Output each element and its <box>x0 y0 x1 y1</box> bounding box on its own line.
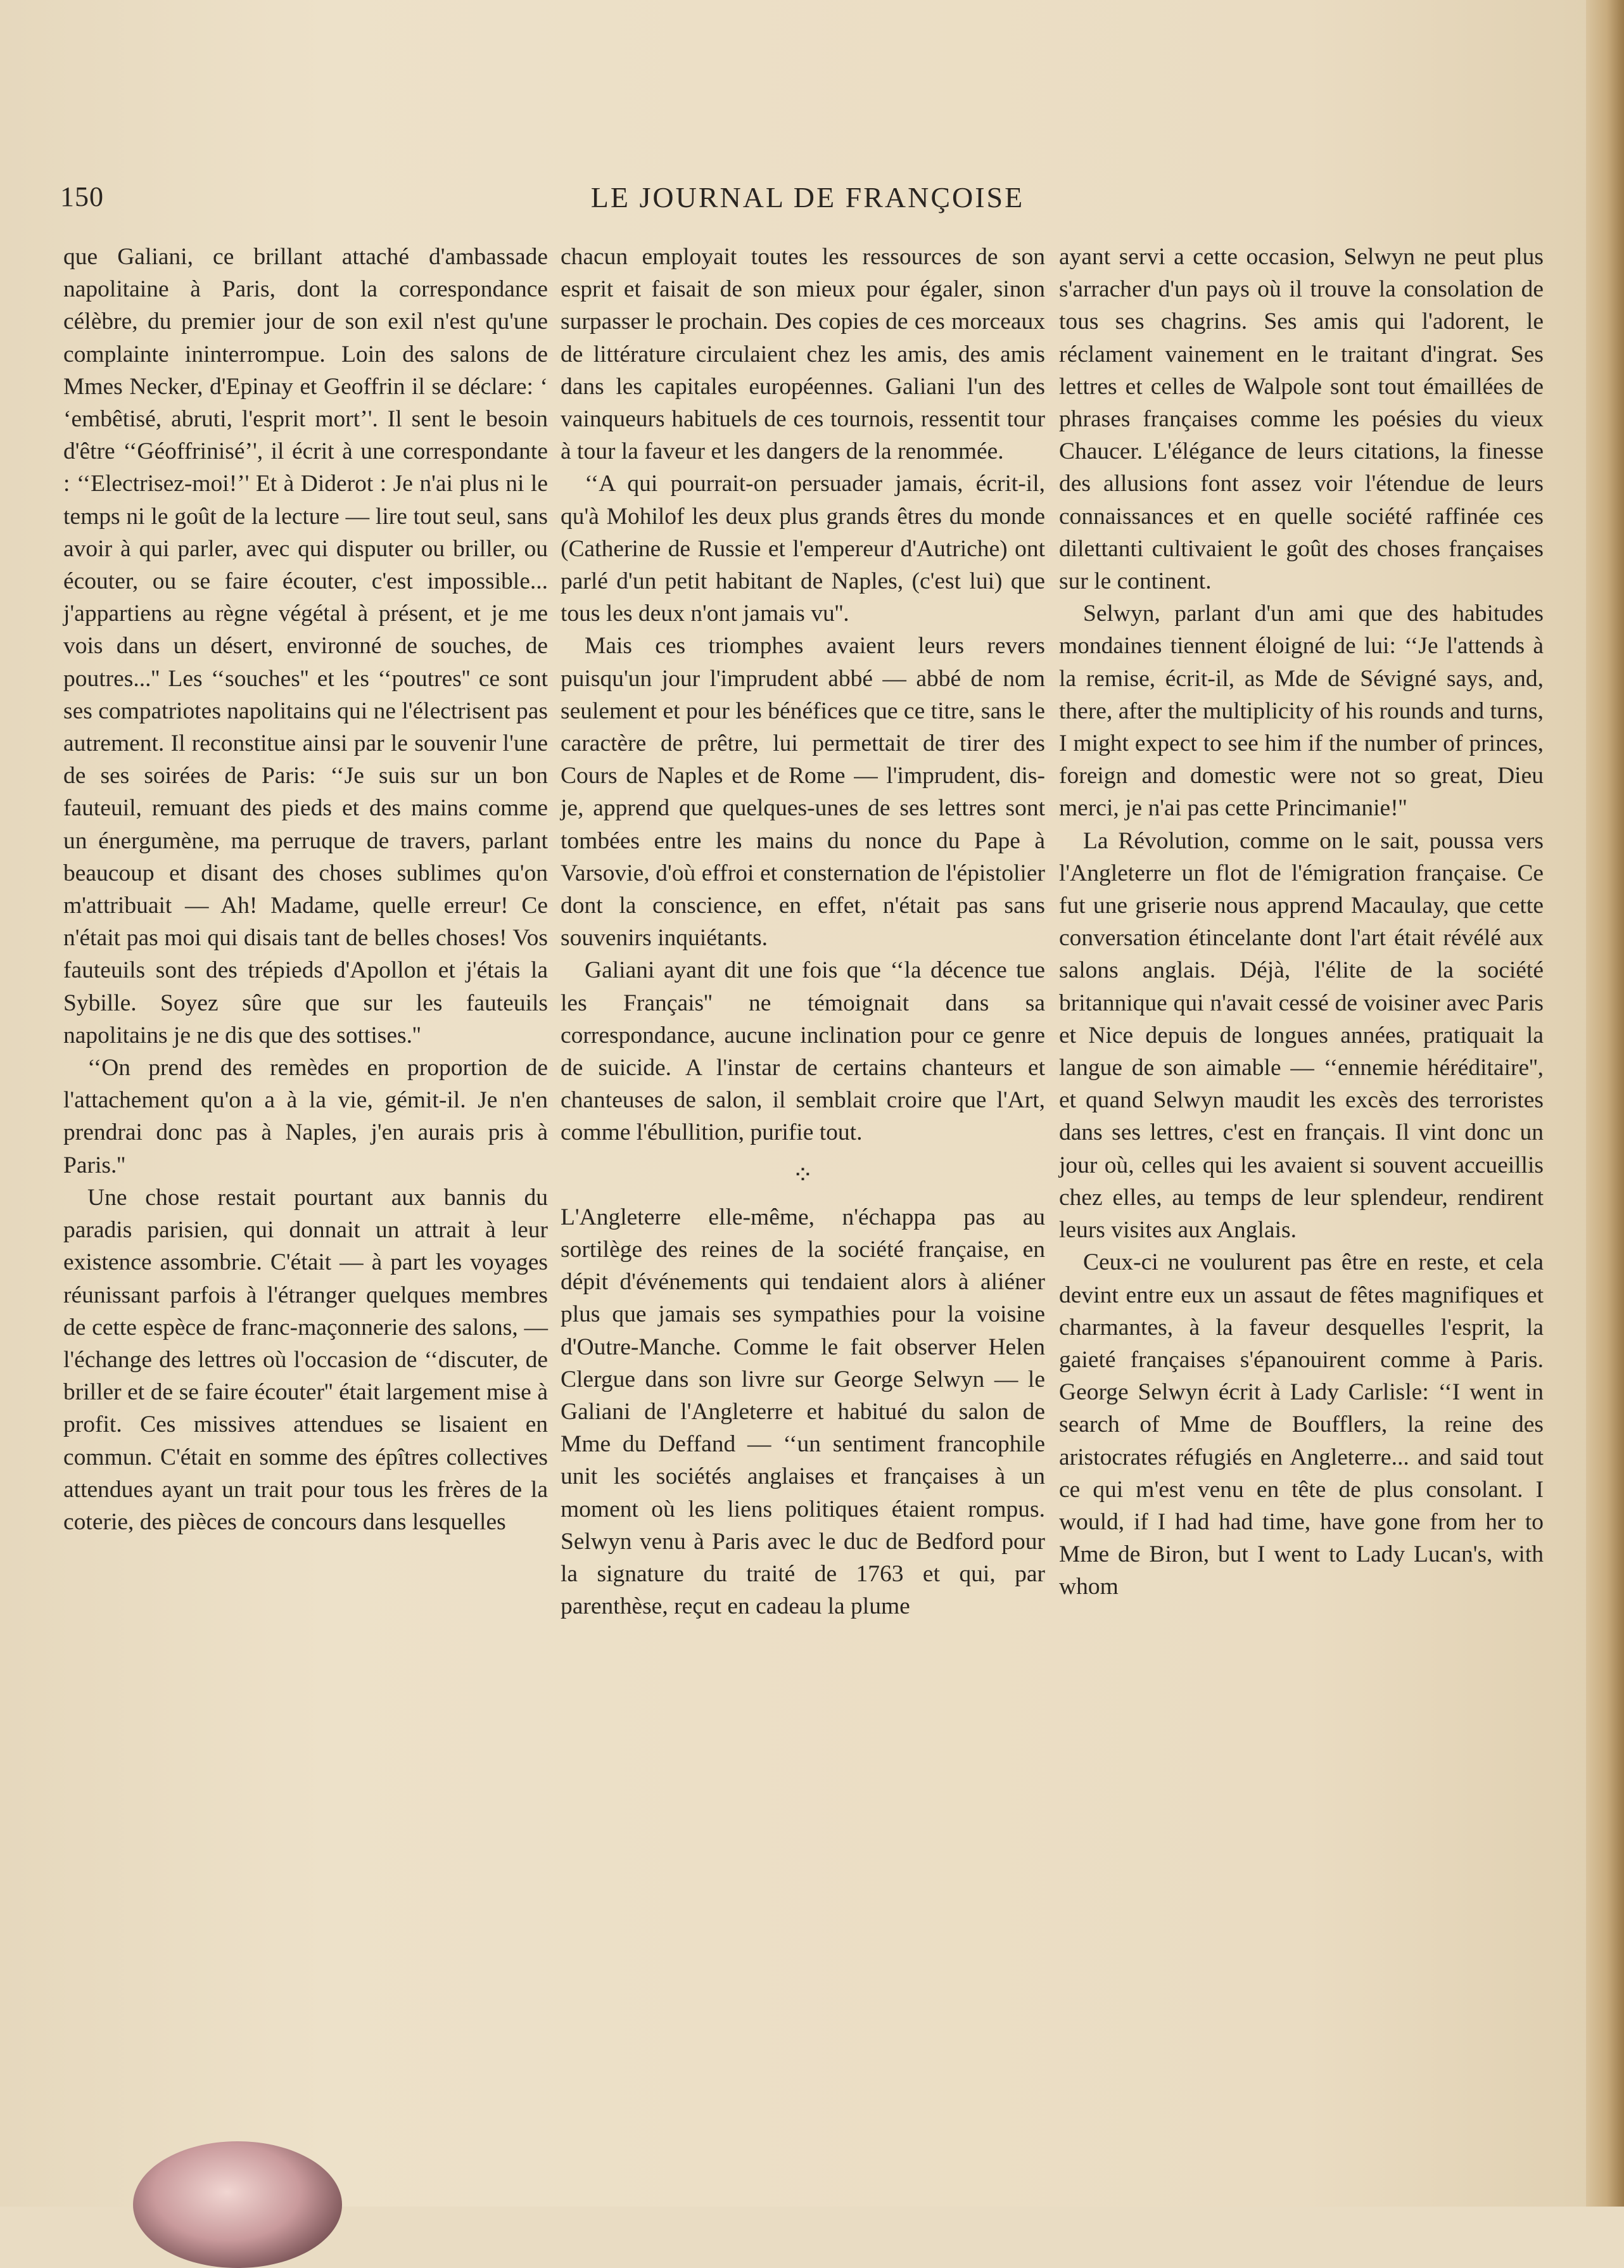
paragraph: Une chose restait pourtant aux bannis du paradis parisien, qui donnait un attrait à leur existence assombrie. C'était — à part les voyages réunissant parfois à l'étranger quelques membres de cette espèce de franc-maçonnerie des salons, — l'échange des lettres où l'occasion de ‘‘discuter, de briller et de se faire écouter'' était largement mise à profit. Ces missives attendues se lisaient en commun. C'était en somme des épîtres collectives attendues ayant un trait pour tous les frères de la coterie, des pièces de concours dans lesquelles <box>63 1184 548 1535</box>
paragraph: ‘‘On prend des remèdes en proportion de l'attachement qu'on a à la vie, gémit-il. Je n'en prendrai donc pas à Naples, j'en aurais pris à Paris.'' <box>63 1055 548 1178</box>
section-ornament: ⁘ <box>792 1160 814 1189</box>
paragraph: ayant servi a cette occasion, Selwyn ne peut plus s'arracher d'un pays où il trouve la consolation de tous ses chagrins. Ses amis qui l'adorent, le réclament vainement en le traitant d'ingrat. Ses lettres et celles de Walpole sont tout émaillées de phrases françaises comme les poésies du vieux Chaucer. L'élégance de leurs citations, la finesse des allusions font assez voir l'étendue de leurs connaissances et en quelle société raffinée ces dilettanti cultivaient le goût des choses françaises sur le continent. <box>1059 244 1544 595</box>
paragraph: Galiani ayant dit une fois que ‘‘la décence tue les Français'' ne témoignait dans sa correspondance, aucune inclination pour ce genre de suicide. A l'instar de certains chanteurs et chanteuses de salon, il semblait croire que l'Art, comme l'ébullition, purifie tout. <box>561 957 1045 1146</box>
paragraph: chacun employait toutes les ressources de son esprit et faisait de son mieux pour égaler, sinon surpasser le prochain. Des copies de ces morceaux de littérature circulaient chez les amis, des amis dans les capitales européennes. Galiani l'un des vainqueurs habituels de ces tournois, ressentit tour à tour la faveur et les dangers de la renommée. <box>561 244 1045 465</box>
paragraph: Mais ces triomphes avaient leurs revers puisqu'un jour l'imprudent abbé — abbé de nom seulement et pour les bénéfices que ce titre, sans le caractère de prêtre, lui permettait de tirer des Cours de Naples et de Rome — l'imprudent, dis-je, apprend que quelques-unes de ses lettres sont tombées entre les mains du nonce du Pape à Varsovie, d'où effroi et consternation de l'épistolier dont la conscience, en effet, n'était pas sans souvenirs inquiétants. <box>561 633 1045 952</box>
paragraph: L'Angleterre elle-même, n'échappa pas au sortilège des reines de la société française, en dépit d'événements qui tendaient alors à aliéner plus que jamais ses sympathies pour la voisine d'Outre-Manche. Comme le fait observer Helen Clergue dans son livre sur George Selwyn — le Galiani de l'Angleterre et habitué du salon de Mme du Deffand — ‘‘un sentiment francophile unit les sociétés anglaises et françaises à un moment où les liens politiques étaient rompus. Selwyn venu à Paris avec le duc de Bedford pour la signature du traité de 1763 et qui, par parenthèse, reçut en cadeau la plume <box>561 1204 1045 1620</box>
text-column-3 <box>1059 241 1544 1603</box>
paragraph: Selwyn, parlant d'un ami que des habitudes mondaines tiennent éloigné de lui: ‘‘Je l'attends à la remise, écrit-il, as Mde de Sévigné says, and, there, after the multiplicity of his rounds and turns, I might expect to see him if the number of princes, foreign and domestic were not so great, Dieu merci, je n'ai pas cette Princimanie!'' <box>1059 601 1544 822</box>
text-column-1 <box>63 241 548 1538</box>
running-head: LE JOURNAL DE FRANÇOISE <box>590 181 1025 213</box>
paragraph: La Révolution, comme on le sait, poussa vers l'Angleterre un flot de l'émigration française. Ce fut une griserie nous apprend Macaulay, que cette conversation étincelante dont l'art était révélé aux salons anglais. Déjà, l'élite de la société britannique qui n'avait cessé de voisiner avec Paris et Nice depuis de longues années, pratiquait la langue de son aimable — ‘‘ennemie héréditaire'', et quand Selwyn maudit les excès des terroristes dans ses lettres, c'est en français. Il vint donc un jour où, celles qui les avaient si souvent accueillis chez elles, au temps de leur splendeur, rendirent leurs visites aux Anglais. <box>1059 827 1544 1244</box>
page-number: 150 <box>60 181 104 212</box>
thumb-shadow <box>133 2141 342 2268</box>
paragraph: ‘‘A qui pourrait-on persuader jamais, écrit-il, qu'à Mohilof les deux plus grands êtres du monde (Catherine de Russie et l'empereur d'Autriche) ont parlé d'un petit habitant de Naples, (c'est lui) que tous les deux n'ont jamais vu''. <box>561 471 1045 627</box>
paragraph: Ceux-ci ne voulurent pas être en reste, et cela devint entre eux un assaut de fêtes magnifiques et charmantes, à la faveur desquelles l'esprit, la gaieté françaises s'épanouirent comme à Paris. George Selwyn écrit à Lady Carlisle: ‘‘I went in search of Mme de Boufflers, la reine des aristocrates réfugiés en Angleterre... and said tout ce qui m'est venu en tête de plus consolant. I would, if I had had time, have gone from her to Mme de Biron, but I went to Lady Lucan's, with whom <box>1059 1249 1544 1600</box>
paragraph: que Galiani, ce brillant attaché d'ambassade napolitaine à Paris, dont la correspondance célèbre, du premier jour de son exil n'est qu'une complainte ininterrompue. Loin des salons de Mmes Necker, d'Epinay et Geoffrin il se déclare: ‘ ‘embêtisé, abruti, l'esprit mort’'. Il sent le besoin d'être ‘‘Géoffrinisé’', il écrit à une correspondante : ‘‘Electrisez-moi!’' Et à Diderot : Je n'ai plus ni le temps ni le goût de la lecture — lire tout seul, sans avoir à qui parler, avec qui disputer ou briller, ou écouter, ou se faire écouter, c'est impossible... j'appartiens au règne végétal à présent, et je me vois dans un désert, environné de souches, de poutres...'' Les ‘‘souches'' et les ‘‘poutres'' ce sont ses compatriotes napolitains qui ne l'électrisent pas autrement. Il reconstitue ainsi par le souvenir l'une de ses soirées de Paris: ‘‘Je suis sur un bon fauteuil, remuant des pieds et des mains comme un énergumène, ma perruque de travers, parlant beaucoup et disant des choses sublimes qu'on m'attribuait — Ah! Madame, quelle erreur! Ce n'était pas moi qui disais tant de belles choses! Vos fauteuils sont des trépieds d'Apollon et j'étais la Sybille. Soyez sûre que sur les fauteuils napolitains je ne dis que des sottises.'' <box>63 244 548 1048</box>
book-edge <box>1586 0 1624 2207</box>
page-header <box>60 181 1555 225</box>
text-column-2 <box>561 241 1045 1622</box>
